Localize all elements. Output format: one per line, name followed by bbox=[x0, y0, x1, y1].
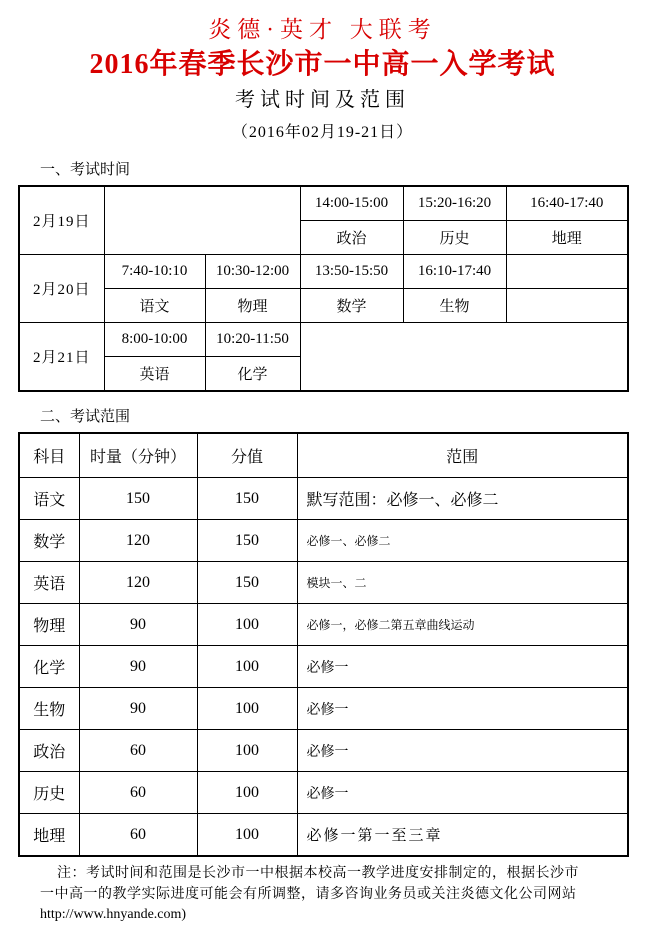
time-cell: 13:50-15:50 bbox=[300, 255, 403, 289]
minutes-cell: 60 bbox=[79, 730, 197, 772]
subject-cell: 生物 bbox=[19, 688, 79, 730]
subject-cell: 语文 bbox=[104, 289, 205, 323]
subject-cell: 物理 bbox=[205, 289, 300, 323]
subject-cell: 英语 bbox=[104, 357, 205, 392]
range-cell: 必修一 bbox=[297, 688, 628, 730]
table-row bbox=[19, 604, 628, 646]
time-cell: 8:00-10:00 bbox=[104, 323, 205, 357]
exam-date-range: （2016年02月19-21日） bbox=[231, 124, 414, 141]
time-cell: 16:40-17:40 bbox=[506, 186, 628, 221]
date-cell: 2月21日 bbox=[19, 323, 104, 392]
score-cell: 150 bbox=[197, 562, 297, 604]
subject-cell: 语文 bbox=[19, 478, 79, 520]
table-row bbox=[19, 289, 628, 323]
minutes-cell: 90 bbox=[79, 646, 197, 688]
range-cell: 必修一 bbox=[297, 772, 628, 814]
table-row bbox=[19, 688, 628, 730]
table-row bbox=[19, 520, 628, 562]
subtitle: 考试时间及范围 bbox=[235, 89, 410, 111]
score-cell: 100 bbox=[197, 772, 297, 814]
range-cell: 必修一 bbox=[297, 730, 628, 772]
column-header-range: 范围 bbox=[297, 433, 628, 478]
section-heading-times: 一、考试时间 bbox=[40, 161, 131, 178]
range-cell: 必修一，必修二第五章曲线运动 bbox=[297, 604, 628, 646]
subject-cell: 历史 bbox=[403, 221, 506, 255]
document-header bbox=[0, 0, 645, 145]
subject-cell: 化学 bbox=[19, 646, 79, 688]
footer-note-line: 一中高一的教学实际进度可能会有所调整，请多咨询业务员或关注炎德文化公司网站 bbox=[40, 885, 577, 901]
subject-cell: 生物 bbox=[403, 289, 506, 323]
empty-cell bbox=[104, 186, 300, 255]
score-cell: 100 bbox=[197, 688, 297, 730]
empty-cell bbox=[506, 289, 628, 323]
empty-cell bbox=[300, 323, 628, 392]
section-heading-scope: 二、考试范围 bbox=[40, 408, 131, 425]
time-cell: 10:20-11:50 bbox=[205, 323, 300, 357]
exam-scope-table bbox=[18, 432, 629, 857]
minutes-cell: 150 bbox=[79, 478, 197, 520]
range-cell: 模块一、二 bbox=[297, 562, 628, 604]
time-cell: 15:20-16:20 bbox=[403, 186, 506, 221]
time-cell: 14:00-15:00 bbox=[300, 186, 403, 221]
table-header-row bbox=[19, 433, 628, 478]
date-cell: 2月20日 bbox=[19, 255, 104, 323]
footer-note bbox=[40, 862, 615, 925]
date-cell: 2月19日 bbox=[19, 186, 104, 255]
minutes-cell: 120 bbox=[79, 520, 197, 562]
subject-cell: 物理 bbox=[19, 604, 79, 646]
score-cell: 100 bbox=[197, 646, 297, 688]
score-cell: 150 bbox=[197, 520, 297, 562]
subject-cell: 数学 bbox=[19, 520, 79, 562]
score-cell: 150 bbox=[197, 478, 297, 520]
minutes-cell: 60 bbox=[79, 772, 197, 814]
exam-times-table bbox=[18, 185, 629, 392]
column-header-minutes: 时量（分钟） bbox=[79, 433, 197, 478]
table-row bbox=[19, 562, 628, 604]
footer-note-line: 注：考试时间和范围是长沙市一中根据本校高一教学进度安排制定的，根据长沙市 bbox=[57, 864, 579, 880]
range-cell: 必修一第一至三章 bbox=[297, 814, 628, 857]
brand-title: 炎德·英才 大联考 bbox=[208, 17, 437, 42]
column-header-subject: 科目 bbox=[19, 433, 79, 478]
footer-url: http://www.hnyande.com) bbox=[40, 907, 187, 922]
subject-cell: 政治 bbox=[300, 221, 403, 255]
subject-cell: 地理 bbox=[19, 814, 79, 857]
table-row bbox=[19, 255, 628, 289]
table-row bbox=[19, 814, 628, 857]
table-row bbox=[19, 730, 628, 772]
table-row bbox=[19, 323, 628, 357]
range-cell: 默写范围：必修一、必修二 bbox=[297, 478, 628, 520]
table-row bbox=[19, 772, 628, 814]
minutes-cell: 60 bbox=[79, 814, 197, 857]
table-row bbox=[19, 186, 628, 221]
minutes-cell: 90 bbox=[79, 604, 197, 646]
minutes-cell: 120 bbox=[79, 562, 197, 604]
score-cell: 100 bbox=[197, 604, 297, 646]
score-cell: 100 bbox=[197, 814, 297, 857]
time-cell: 7:40-10:10 bbox=[104, 255, 205, 289]
subject-cell: 地理 bbox=[506, 221, 628, 255]
subject-cell: 历史 bbox=[19, 772, 79, 814]
range-cell: 必修一、必修二 bbox=[297, 520, 628, 562]
minutes-cell: 90 bbox=[79, 688, 197, 730]
table-row bbox=[19, 646, 628, 688]
time-cell: 16:10-17:40 bbox=[403, 255, 506, 289]
exam-title: 2016年春季长沙市一中高一入学考试 bbox=[89, 49, 556, 80]
subject-cell: 数学 bbox=[300, 289, 403, 323]
table-row bbox=[19, 478, 628, 520]
subject-cell: 英语 bbox=[19, 562, 79, 604]
range-cell: 必修一 bbox=[297, 646, 628, 688]
time-cell: 10:30-12:00 bbox=[205, 255, 300, 289]
column-header-score: 分值 bbox=[197, 433, 297, 478]
subject-cell: 政治 bbox=[19, 730, 79, 772]
subject-cell: 化学 bbox=[205, 357, 300, 392]
empty-cell bbox=[506, 255, 628, 289]
score-cell: 100 bbox=[197, 730, 297, 772]
